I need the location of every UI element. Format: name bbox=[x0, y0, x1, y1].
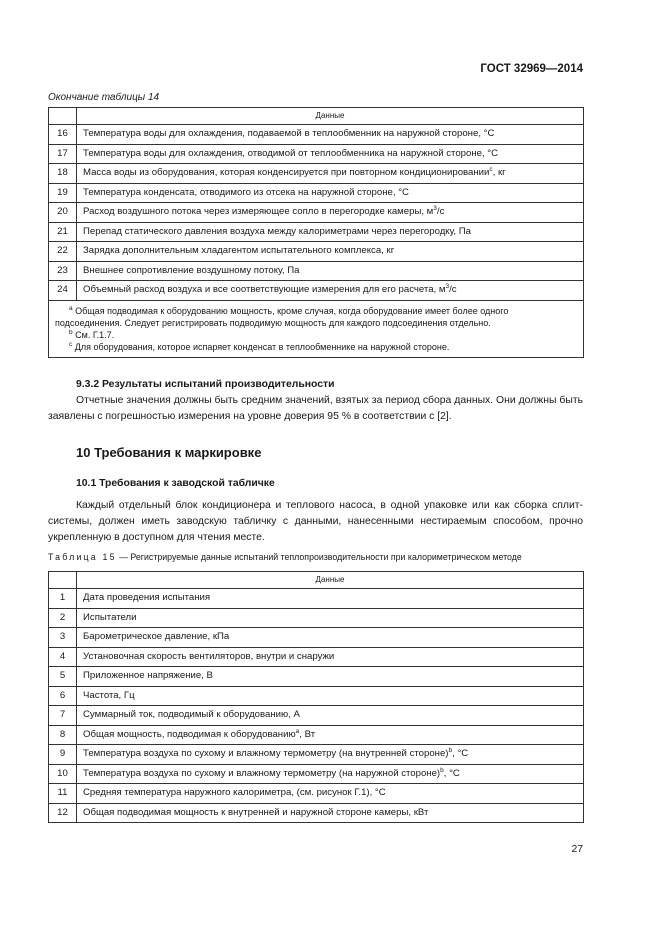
row-text bbox=[77, 647, 584, 667]
section-title: 9.3.2 Результаты испытаний производительности bbox=[76, 379, 335, 390]
row-number: 22 bbox=[49, 242, 77, 262]
footnotes-cell bbox=[49, 300, 584, 357]
row-number: 9 bbox=[49, 745, 77, 765]
row-text bbox=[77, 784, 584, 804]
row-number: 21 bbox=[49, 222, 77, 242]
footnote-ref: c bbox=[489, 166, 493, 174]
row-number: 3 bbox=[49, 628, 77, 648]
row-text bbox=[77, 203, 584, 223]
row-text-main: Установочная скорость вентиляторов, внутри и снаружи bbox=[83, 650, 335, 662]
row-text bbox=[77, 261, 584, 281]
row-text-main: Температура воды для охлаждения, отводимой от теплообменника на наружной стороне, °С bbox=[83, 147, 499, 159]
row-text-main: Приложенное напряжение, В bbox=[83, 670, 213, 682]
row-number: 5 bbox=[49, 667, 77, 687]
paragraph: Отчетные значения должны быть средним значений, взятых за период сбора данных. Они должны быть заявлены с погрешностью измерения на уровне доверия 95 % в соответствии с [2]. bbox=[48, 395, 583, 422]
row-text bbox=[77, 183, 584, 203]
footnote-text: См. Г.1.7. bbox=[72, 329, 115, 340]
row-text-main: Температура воздуха по сухому и влажному термометру (на наружной стороне) bbox=[83, 767, 441, 779]
row-number: 23 bbox=[49, 261, 77, 281]
table-row bbox=[49, 183, 584, 203]
section-title: 10.1 Требования к заводской табличке bbox=[76, 478, 275, 489]
row-text-main: Температура конденсата, отводимого из отсека на наружной стороне, °С bbox=[83, 186, 409, 198]
row-number: 10 bbox=[49, 764, 77, 784]
footnote-mark: b bbox=[69, 328, 73, 336]
table-row bbox=[49, 242, 584, 262]
table-row bbox=[49, 281, 584, 301]
footnote-b bbox=[55, 329, 577, 341]
table-row bbox=[49, 803, 584, 823]
row-number: 11 bbox=[49, 784, 77, 804]
table-row bbox=[49, 706, 584, 726]
row-text-tail: , °С bbox=[452, 748, 469, 760]
table-15 bbox=[48, 571, 584, 823]
row-number: 17 bbox=[49, 144, 77, 164]
row-text-main: Внешнее сопротивление воздушному потоку, Па bbox=[83, 264, 300, 276]
row-text bbox=[77, 608, 584, 628]
header-number-cell bbox=[49, 108, 77, 125]
footnote-mark: c bbox=[69, 340, 73, 348]
row-text-main: Частота, Гц bbox=[83, 689, 135, 701]
row-text bbox=[77, 589, 584, 609]
row-number: 20 bbox=[49, 203, 77, 223]
row-number: 24 bbox=[49, 281, 77, 301]
footnote-ref: b bbox=[448, 747, 453, 755]
table-row bbox=[49, 628, 584, 648]
row-text bbox=[77, 164, 584, 184]
row-text bbox=[77, 725, 584, 745]
table-row bbox=[49, 647, 584, 667]
footnote-a bbox=[55, 305, 577, 317]
table-row bbox=[49, 764, 584, 784]
footnote-ref: b bbox=[440, 766, 444, 774]
row-text-main: Испытатели bbox=[83, 611, 137, 623]
row-text-tail: , Вт bbox=[299, 728, 316, 740]
table14-caption: Окончание таблицы 14 bbox=[48, 92, 160, 103]
footnotes-row bbox=[49, 300, 584, 357]
table-row bbox=[49, 725, 584, 745]
row-text-tail: /с bbox=[449, 284, 457, 296]
row-text bbox=[77, 803, 584, 823]
row-text bbox=[77, 222, 584, 242]
row-number: 19 bbox=[49, 183, 77, 203]
row-text bbox=[77, 686, 584, 706]
row-number: 18 bbox=[49, 164, 77, 184]
footnote-mark: a bbox=[69, 304, 73, 312]
row-text-tail: , °С bbox=[443, 767, 460, 779]
page-number: 27 bbox=[571, 844, 583, 855]
footnote-text: Общая подводимая к оборудованию мощность, кроме случая, когда оборудование имеет более одного bbox=[72, 305, 509, 316]
row-number: 7 bbox=[49, 706, 77, 726]
row-text bbox=[77, 144, 584, 164]
table-row bbox=[49, 144, 584, 164]
row-text-main: Дата проведения испытания bbox=[83, 592, 211, 604]
row-text-main: Зарядка дополнительным хладагентом испытательного комплекса, кг bbox=[83, 245, 395, 257]
row-text bbox=[77, 706, 584, 726]
table-row bbox=[49, 261, 584, 281]
row-text-main: Температура воды для охлаждения, подаваемой в теплообменник на наружной стороне, °С bbox=[83, 128, 495, 140]
row-number: 16 bbox=[49, 125, 77, 145]
header-data-cell: Данные bbox=[77, 108, 584, 125]
row-text-tail: /с bbox=[436, 206, 445, 218]
table-header-row bbox=[49, 108, 584, 125]
table-label: Таблица 15 bbox=[48, 552, 117, 562]
row-text-main: Расход воздушного потока через измеряющее сопло в перегородке камеры, м bbox=[83, 206, 434, 218]
row-text-main: Масса воды из оборудования, которая конденсируется при повторном кондиционировании bbox=[83, 167, 490, 179]
table-row bbox=[49, 203, 584, 223]
superscript: 3 bbox=[445, 283, 450, 291]
table-row bbox=[49, 589, 584, 609]
chapter-title: 10 Требования к маркировке bbox=[76, 445, 262, 460]
standard-number: ГОСТ 32969—2014 bbox=[480, 63, 583, 75]
footnote-text: Для оборудования, которое испаряет конденсат в теплообменнике на наружной стороне. bbox=[72, 341, 450, 352]
table-row bbox=[49, 164, 584, 184]
row-text bbox=[77, 125, 584, 145]
row-text bbox=[77, 764, 584, 784]
row-text bbox=[77, 281, 584, 301]
row-text bbox=[77, 745, 584, 765]
row-number: 1 bbox=[49, 589, 77, 609]
row-text bbox=[77, 242, 584, 262]
row-text bbox=[77, 667, 584, 687]
row-text-main: Перепад статического давления воздуха между калориметрами через перегородку, Па bbox=[83, 225, 471, 237]
row-text-main: Объемный расход воздуха и все соответствующие измерения для его расчета, м bbox=[83, 284, 446, 296]
header-data-cell: Данные bbox=[77, 572, 584, 589]
table-row bbox=[49, 608, 584, 628]
row-text-main: Общая мощность, подводимая к оборудованию bbox=[83, 728, 296, 740]
table-row bbox=[49, 125, 584, 145]
table-row bbox=[49, 784, 584, 804]
table-row bbox=[49, 222, 584, 242]
row-number: 6 bbox=[49, 686, 77, 706]
table-header-row bbox=[49, 572, 584, 589]
footnote-c bbox=[55, 341, 577, 353]
table-caption-text: — Регистрируемые данные испытаний теплопроизводительности при калориметрическом методе bbox=[116, 552, 522, 562]
table-row bbox=[49, 667, 584, 687]
row-text-main: Общая подводимая мощность к внутренней и наружной стороне камеры, кВт bbox=[83, 806, 429, 818]
table15-caption bbox=[48, 552, 522, 562]
table-14 bbox=[48, 107, 584, 358]
paragraph: Каждый отдельный блок кондиционера и теплового насоса, в одной упаковке или как сборка сплит-системы, должен иметь заводскую табличку с данными, нанесенными нестираемым способом, прочно укрепленную в доступном для чтения месте. bbox=[48, 500, 583, 543]
superscript: 3 bbox=[433, 205, 437, 213]
row-text-tail: , кг bbox=[492, 167, 506, 179]
footnote-ref: a bbox=[295, 727, 300, 735]
table-row bbox=[49, 745, 584, 765]
row-text-main: Барометрическое давление, кПа bbox=[83, 631, 230, 643]
row-number: 8 bbox=[49, 725, 77, 745]
row-text bbox=[77, 628, 584, 648]
row-text-main: Суммарный ток, подводимый к оборудованию, А bbox=[83, 709, 300, 721]
table-row bbox=[49, 686, 584, 706]
footnote-a-continuation: подсоединения. Следует регистрировать подводимую мощность для каждого подсоединения отдельно. bbox=[55, 317, 491, 328]
row-text-main: Средняя температура наружного калориметра, (см. рисунок Г.1), °С bbox=[83, 787, 386, 799]
row-text-main: Температура воздуха по сухому и влажному термометру (на внутренней стороне) bbox=[83, 748, 449, 760]
row-number: 4 bbox=[49, 647, 77, 667]
row-number: 2 bbox=[49, 608, 77, 628]
row-number: 12 bbox=[49, 803, 77, 823]
header-number-cell bbox=[49, 572, 77, 589]
